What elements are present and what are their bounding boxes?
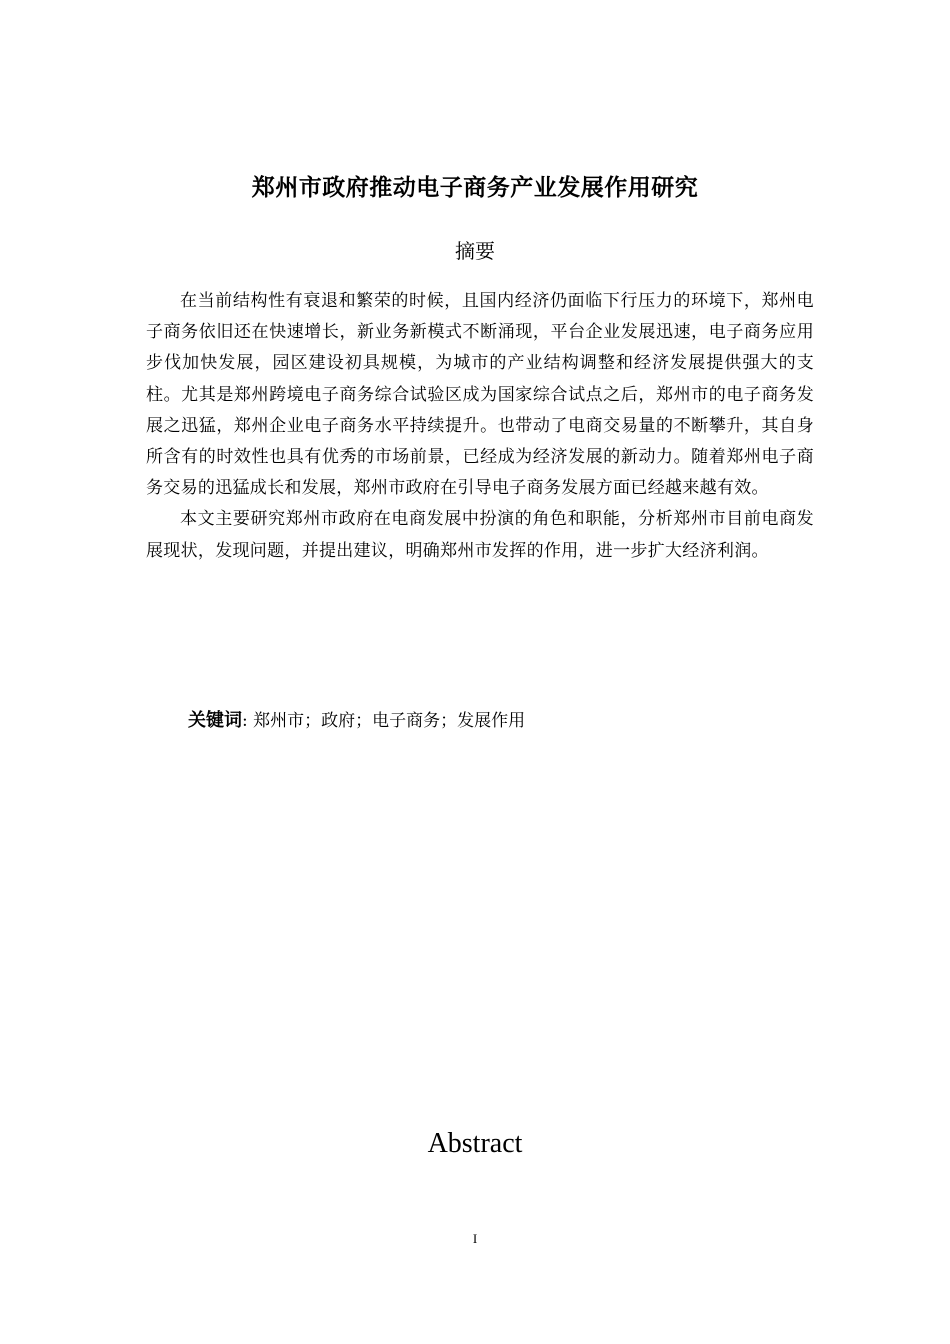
keywords-value: : 郑州市；政府；电子商务；发展作用 xyxy=(242,711,526,731)
page-title: 郑州市政府推动电子商务产业发展作用研究 xyxy=(251,175,699,201)
keywords-line xyxy=(188,706,525,736)
keywords-label: 关键词 xyxy=(188,710,242,731)
english-abstract-heading: Abstract xyxy=(427,1128,523,1159)
abstract-paragraph-1: 在当前结构性有衰退和繁荣的时候，且国内经济仍面临下行压力的环境下，郑州电子商务依旧还在快速增长，新业务新模式不断涌现，平台企业发展迅速，电子商务应用步伐加快发展，园区建设初具规模，为城市的产业结构调整和经济发展提供强大的支柱。尤其是郑州跨境电子商务综合试验区成为国家综合试点之后，郑州市的电子商务发展之迅猛，郑州企业电子商务水平持续提升。也带动了电商交易量的不断攀升，其自身所含有的时效性也具有优秀的市场前景，已经成为经济发展的新动力。随着郑州电子商务交易的迅猛成长和发展，郑州市政府在引导电子商务发展方面已经越来越有效。 xyxy=(146,291,814,499)
abstract-heading: 摘要 xyxy=(455,239,495,263)
page-number: I xyxy=(472,1231,478,1246)
abstract-body xyxy=(146,286,814,567)
abstract-paragraph-2: 本文主要研究郑州市政府在电商发展中扮演的角色和职能，分析郑州市目前电商发展现状，发现问题，并提出建议，明确郑州市发挥的作用，进一步扩大经济利润。 xyxy=(146,509,814,561)
